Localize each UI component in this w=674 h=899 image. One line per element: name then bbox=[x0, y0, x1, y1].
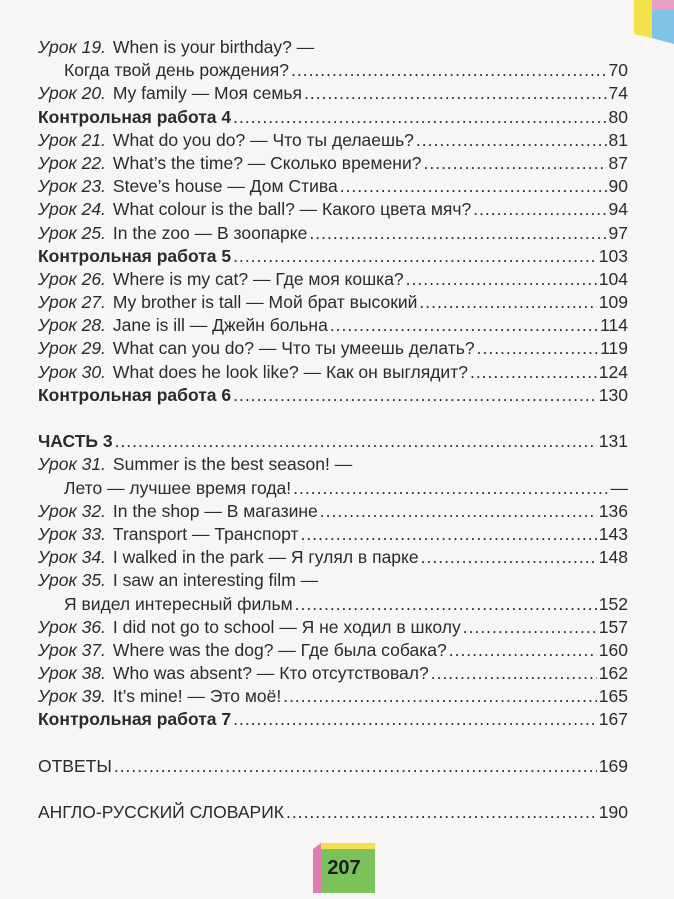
lesson-word: Урок bbox=[38, 268, 77, 289]
toc-lesson-label bbox=[38, 314, 328, 337]
toc-page-number: 70 bbox=[608, 60, 628, 81]
lesson-prefix bbox=[38, 315, 106, 335]
lesson-word: Урок bbox=[38, 663, 77, 684]
toc-entry[interactable] bbox=[38, 268, 628, 291]
lesson-prefix bbox=[38, 454, 106, 474]
section-spacer bbox=[38, 732, 628, 755]
lesson-number: 20. bbox=[81, 83, 106, 104]
toc-page-number: 130 bbox=[598, 384, 628, 405]
lesson-word: Урок bbox=[38, 639, 77, 660]
lesson-word: Урок bbox=[38, 199, 77, 220]
dot-leader bbox=[330, 314, 598, 337]
toc-page-number: 143 bbox=[598, 523, 628, 544]
toc-page-number: 119 bbox=[600, 338, 628, 359]
lesson-prefix bbox=[38, 269, 106, 289]
toc-page-number: 152 bbox=[598, 593, 628, 614]
dot-leader bbox=[301, 523, 597, 546]
lesson-title: What do you do? — Что ты делаешь? bbox=[112, 129, 414, 150]
lesson-word: Урок bbox=[38, 222, 77, 243]
toc-page-number: 160 bbox=[598, 639, 628, 660]
toc-lesson-label bbox=[38, 546, 419, 569]
lesson-prefix bbox=[38, 686, 106, 706]
toc-entry[interactable] bbox=[38, 500, 628, 523]
lesson-title: What colour is the ball? — Какого цвета мяч? bbox=[112, 199, 472, 220]
lesson-word: Урок bbox=[38, 616, 77, 637]
table-of-contents bbox=[38, 36, 628, 824]
toc-page-number: 103 bbox=[598, 245, 628, 266]
toc-appendix-heading: АНГЛО-РУССКИЙ СЛОВАРИК bbox=[38, 802, 284, 823]
lesson-number: 36. bbox=[81, 616, 106, 637]
lesson-prefix bbox=[38, 663, 106, 683]
toc-entry[interactable] bbox=[38, 430, 628, 453]
lesson-word: Урок bbox=[38, 686, 77, 707]
dot-leader bbox=[114, 755, 597, 778]
toc-entry[interactable] bbox=[38, 175, 628, 198]
dot-leader bbox=[406, 268, 597, 291]
lesson-prefix bbox=[38, 130, 106, 150]
page-number: 207 bbox=[327, 856, 361, 879]
toc-entry[interactable] bbox=[38, 222, 628, 245]
lesson-prefix bbox=[38, 83, 106, 103]
toc-entry[interactable] bbox=[38, 801, 628, 824]
toc-page-number: 157 bbox=[598, 616, 628, 637]
dot-leader bbox=[416, 129, 607, 152]
dot-leader bbox=[470, 361, 597, 384]
toc-page-number: 109 bbox=[598, 292, 628, 313]
toc-entry[interactable] bbox=[38, 569, 628, 592]
dot-leader bbox=[304, 82, 607, 105]
lesson-word: Урок bbox=[38, 315, 77, 336]
lesson-title: My brother is tall — Мой брат высокий bbox=[112, 292, 418, 313]
toc-page-number: 124 bbox=[598, 361, 628, 382]
toc-lesson-label bbox=[38, 291, 417, 314]
lesson-word: Урок bbox=[38, 361, 77, 382]
toc-page-number: 80 bbox=[608, 106, 628, 127]
toc-entry[interactable] bbox=[38, 36, 628, 59]
lesson-title: Who was absent? — Кто отсутствовал? bbox=[112, 663, 429, 684]
section-spacer bbox=[38, 407, 628, 430]
toc-entry[interactable] bbox=[38, 685, 628, 708]
lesson-title: Where was the dog? — Где была собака? bbox=[112, 639, 447, 660]
toc-lesson-label bbox=[38, 616, 461, 639]
dot-leader bbox=[233, 708, 597, 731]
lesson-word: Урок bbox=[38, 547, 77, 568]
lesson-prefix bbox=[38, 338, 106, 358]
toc-page-number: 114 bbox=[600, 315, 628, 336]
toc-entry[interactable] bbox=[38, 616, 628, 639]
toc-lesson-label bbox=[38, 662, 429, 685]
lesson-word: Урок bbox=[38, 83, 77, 104]
lesson-number: 34. bbox=[81, 547, 106, 568]
lesson-number: 22. bbox=[81, 152, 106, 173]
lesson-number: 25. bbox=[81, 222, 106, 243]
toc-entry[interactable] bbox=[38, 477, 628, 500]
dot-leader bbox=[473, 198, 606, 221]
toc-entry[interactable] bbox=[38, 291, 628, 314]
lesson-word: Урок bbox=[38, 454, 77, 475]
lesson-word: Урок bbox=[38, 523, 77, 544]
lesson-prefix bbox=[38, 547, 106, 567]
toc-page-number: 165 bbox=[598, 686, 628, 707]
lesson-title: In the shop — В магазине bbox=[112, 500, 318, 521]
lesson-prefix bbox=[38, 223, 106, 243]
toc-page-number: 97 bbox=[608, 222, 628, 243]
lesson-title: Transport — Транспорт bbox=[112, 523, 299, 544]
toc-entry[interactable] bbox=[38, 523, 628, 546]
lesson-word: Урок bbox=[38, 292, 77, 313]
dot-leader bbox=[463, 616, 597, 639]
toc-page-number: 104 bbox=[598, 268, 628, 289]
lesson-prefix bbox=[38, 617, 106, 637]
dot-leader bbox=[477, 337, 598, 360]
toc-lesson-label bbox=[38, 685, 281, 708]
toc-lesson-label bbox=[38, 175, 338, 198]
dot-leader bbox=[233, 384, 597, 407]
lesson-title: Jane is ill — Джейн больна bbox=[112, 315, 328, 336]
toc-lesson-label bbox=[38, 82, 302, 105]
lesson-title: What can you do? — Что ты умеешь делать? bbox=[112, 338, 475, 359]
toc-section-heading: Контрольная работа 5 bbox=[38, 245, 232, 266]
lesson-number: 33. bbox=[81, 523, 106, 544]
lesson-number: 39. bbox=[81, 686, 106, 707]
lesson-title: It’s mine! — Это моё! bbox=[112, 686, 282, 707]
page-number-badge bbox=[313, 843, 375, 893]
toc-entry[interactable] bbox=[38, 59, 628, 82]
toc-entry[interactable] bbox=[38, 198, 628, 221]
toc-page-number: 136 bbox=[598, 500, 628, 521]
toc-lesson-label bbox=[38, 198, 471, 221]
toc-entry[interactable] bbox=[38, 453, 628, 476]
lesson-title: When is your birthday? — bbox=[112, 37, 315, 57]
lesson-prefix bbox=[38, 570, 106, 590]
lesson-title: I walked in the park — Я гулял в парке bbox=[112, 547, 419, 568]
toc-page-number: 131 bbox=[598, 431, 628, 452]
lesson-word: Урок bbox=[38, 570, 77, 591]
dot-leader bbox=[233, 106, 606, 129]
dot-leader bbox=[115, 430, 597, 453]
lesson-title: What does he look like? — Как он выглядит? bbox=[112, 361, 468, 382]
toc-page-number: — bbox=[610, 477, 628, 498]
toc-lesson-label bbox=[38, 569, 318, 592]
dot-leader bbox=[283, 685, 597, 708]
toc-entry[interactable] bbox=[38, 361, 628, 384]
lesson-number: 32. bbox=[81, 500, 106, 521]
dot-leader bbox=[423, 152, 606, 175]
toc-continuation: Когда твой день рождения? bbox=[64, 60, 289, 81]
toc-page-number: 148 bbox=[598, 547, 628, 568]
lesson-prefix bbox=[38, 501, 106, 521]
toc-entry[interactable] bbox=[38, 708, 628, 731]
lesson-word: Урок bbox=[38, 37, 77, 57]
dot-leader bbox=[421, 546, 597, 569]
lesson-title: I did not go to school — Я не ходил в школу bbox=[112, 616, 461, 637]
lesson-title: Where is my cat? — Где моя кошка? bbox=[112, 268, 404, 289]
dot-leader bbox=[340, 175, 607, 198]
toc-page-number: 74 bbox=[608, 83, 628, 104]
toc-page-number: 87 bbox=[608, 152, 628, 173]
lesson-number: 26. bbox=[81, 268, 106, 289]
toc-continuation: Лето — лучшее время года! bbox=[64, 477, 292, 498]
toc-page-number: 169 bbox=[598, 755, 628, 776]
toc-page-number: 167 bbox=[598, 709, 628, 730]
decorative-cube-icon bbox=[634, 0, 674, 44]
dot-leader bbox=[449, 639, 597, 662]
dot-leader bbox=[295, 593, 597, 616]
lesson-number: 24. bbox=[81, 199, 106, 220]
lesson-number: 27. bbox=[81, 292, 106, 313]
toc-lesson-label bbox=[38, 152, 421, 175]
toc-entry[interactable] bbox=[38, 152, 628, 175]
lesson-number: 35. bbox=[81, 570, 106, 591]
dot-leader bbox=[320, 500, 597, 523]
lesson-title: What’s the time? — Сколько времени? bbox=[112, 152, 422, 173]
lesson-prefix bbox=[38, 199, 106, 219]
lesson-word: Урок bbox=[38, 129, 77, 150]
lesson-prefix bbox=[38, 153, 106, 173]
dot-leader bbox=[233, 245, 597, 268]
lesson-number: 37. bbox=[81, 639, 106, 660]
toc-continuation: Я видел интересный фильм bbox=[64, 593, 293, 614]
toc-entry[interactable] bbox=[38, 639, 628, 662]
toc-entry[interactable] bbox=[38, 106, 628, 129]
toc-page-number: 90 bbox=[608, 176, 628, 197]
toc-lesson-label bbox=[38, 268, 404, 291]
lesson-prefix bbox=[38, 640, 106, 660]
lesson-word: Урок bbox=[38, 152, 77, 173]
toc-lesson-label bbox=[38, 129, 414, 152]
toc-section-heading: ЧАСТЬ 3 bbox=[38, 431, 113, 452]
toc-lesson-label bbox=[38, 36, 314, 59]
lesson-title: In the zoo — В зоопарке bbox=[112, 222, 308, 243]
lesson-word: Урок bbox=[38, 338, 77, 359]
toc-lesson-label bbox=[38, 639, 447, 662]
toc-entry[interactable] bbox=[38, 662, 628, 685]
lesson-number: 21. bbox=[81, 129, 106, 150]
lesson-word: Урок bbox=[38, 176, 77, 197]
dot-leader bbox=[291, 59, 607, 82]
toc-lesson-label bbox=[38, 337, 475, 360]
toc-entry[interactable] bbox=[38, 546, 628, 569]
lesson-number: 31. bbox=[81, 454, 106, 475]
toc-entry[interactable] bbox=[38, 314, 628, 337]
toc-page-number: 81 bbox=[608, 129, 628, 150]
toc-entry[interactable] bbox=[38, 593, 628, 616]
toc-entry[interactable] bbox=[38, 384, 628, 407]
toc-section-heading: Контрольная работа 6 bbox=[38, 384, 232, 405]
toc-lesson-label bbox=[38, 523, 299, 546]
lesson-number: 30. bbox=[81, 361, 106, 382]
toc-entry[interactable] bbox=[38, 129, 628, 152]
toc-appendix-heading: ОТВЕТЫ bbox=[38, 755, 112, 776]
lesson-prefix bbox=[38, 37, 106, 57]
lesson-number: 28. bbox=[81, 315, 106, 336]
toc-lesson-label bbox=[38, 222, 307, 245]
lesson-title: I saw an interesting film — bbox=[112, 570, 319, 591]
toc-entry[interactable] bbox=[38, 82, 628, 105]
lesson-prefix bbox=[38, 524, 106, 544]
lesson-prefix bbox=[38, 176, 106, 196]
toc-section-heading: Контрольная работа 4 bbox=[38, 106, 232, 127]
toc-page-number: 190 bbox=[598, 802, 628, 823]
lesson-number: 19. bbox=[81, 37, 106, 57]
dot-leader bbox=[286, 801, 597, 824]
toc-entry[interactable] bbox=[38, 755, 628, 778]
lesson-number: 23. bbox=[81, 176, 106, 197]
dot-leader bbox=[293, 477, 608, 500]
lesson-prefix bbox=[38, 292, 106, 312]
section-spacer bbox=[38, 778, 628, 801]
dot-leader bbox=[309, 222, 606, 245]
lesson-title: My family — Моя семья bbox=[112, 83, 302, 104]
toc-entry[interactable] bbox=[38, 245, 628, 268]
lesson-prefix bbox=[38, 362, 106, 382]
toc-lesson-label bbox=[38, 500, 318, 523]
toc-lesson-label bbox=[38, 361, 468, 384]
toc-page-number: 94 bbox=[608, 199, 628, 220]
dot-leader bbox=[431, 662, 597, 685]
lesson-title: Steve’s house — Дом Стива bbox=[112, 176, 338, 197]
toc-entry[interactable] bbox=[38, 337, 628, 360]
dot-leader bbox=[419, 291, 596, 314]
lesson-title: Summer is the best season! — bbox=[112, 454, 353, 475]
lesson-number: 38. bbox=[81, 663, 106, 684]
toc-section-heading: Контрольная работа 7 bbox=[38, 709, 232, 730]
toc-lesson-label bbox=[38, 453, 352, 476]
toc-page-number: 162 bbox=[598, 663, 628, 684]
lesson-number: 29. bbox=[81, 338, 106, 359]
lesson-word: Урок bbox=[38, 500, 77, 521]
